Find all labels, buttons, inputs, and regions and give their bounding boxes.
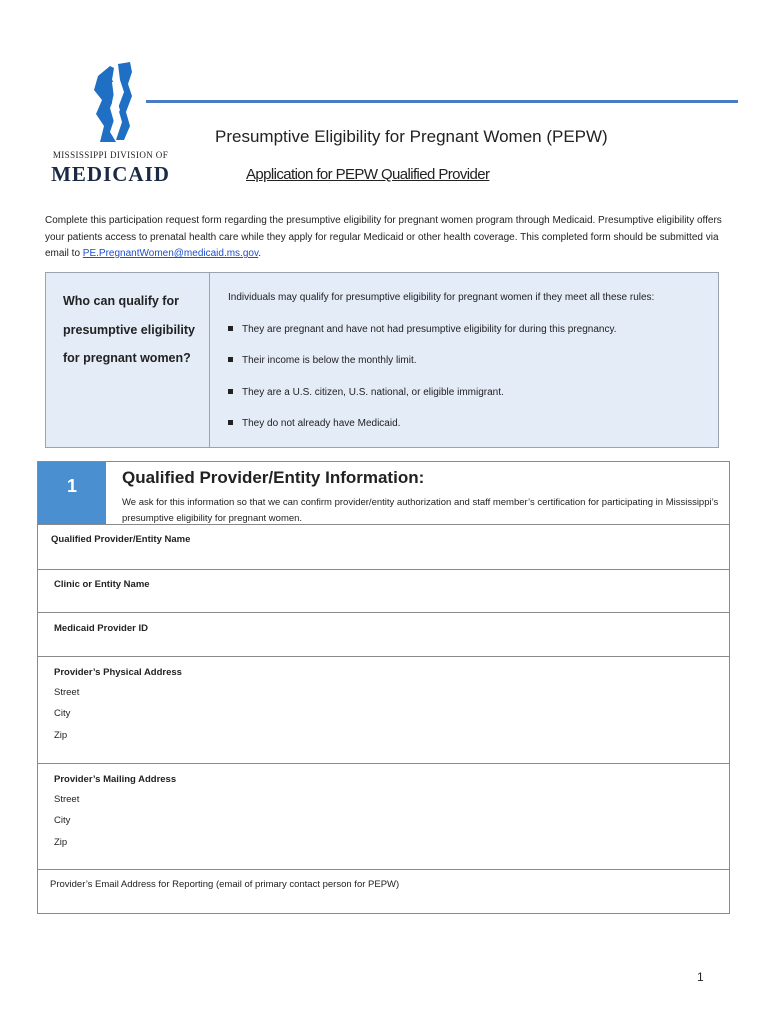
physical-address-label: Provider’s Physical Address	[54, 667, 182, 678]
medicaid-logo	[48, 62, 173, 190]
bullet-icon	[228, 389, 233, 394]
section-title: Qualified Provider/Entity Information:	[122, 468, 425, 487]
bullet-icon	[228, 357, 233, 362]
physical-street-label: Street	[54, 687, 80, 698]
eligibility-question: Who can qualify for presumptive eligibility for pregnant women?	[63, 294, 195, 365]
provider-name-field[interactable]	[38, 525, 729, 570]
eligibility-question-cell	[46, 273, 210, 447]
mailing-zip-label: Zip	[54, 837, 68, 848]
rule-item: They are pregnant and have not had presumptive eligibility for during this pregnancy.	[228, 324, 616, 335]
intro-end: .	[258, 248, 261, 259]
provider-name-label: Qualified Provider/Entity Name	[51, 534, 191, 545]
eligibility-intro: Individuals may qualify for presumptive eligibility for pregnant women if they meet all these rules:	[228, 292, 655, 303]
mississippi-state-logo-icon	[90, 62, 136, 144]
eligibility-box	[45, 272, 719, 448]
medicaid-id-field[interactable]	[38, 613, 729, 657]
bullet-icon	[228, 326, 233, 331]
email-link[interactable]: PE.PregnantWomen@medicaid.ms.gov	[82, 248, 259, 259]
intro-text: Complete this participation request form regarding the presumptive eligibility for pregnant women program through Medicaid. Presumptive eligibility offers your patients access to prenatal health care while they apply for regular Medicaid or other health coverage. This completed form should be submitted via email to	[45, 215, 722, 259]
email-reporting-field[interactable]	[38, 870, 729, 913]
provider-info-form	[37, 524, 730, 914]
page-title: Presumptive Eligibility for Pregnant Women (PEPW)	[215, 127, 608, 146]
medicaid-id-label: Medicaid Provider ID	[54, 623, 148, 634]
logo-line-2: MEDICAID	[51, 162, 170, 186]
intro-paragraph	[45, 213, 725, 263]
mailing-address-label: Provider’s Mailing Address	[54, 774, 177, 785]
email-reporting-label: Provider’s Email Address for Reporting (email of primary contact person for PEPW)	[50, 879, 400, 890]
mailing-city-label: City	[54, 815, 71, 826]
section-1-header	[37, 461, 730, 525]
physical-zip-label: Zip	[54, 730, 68, 741]
clinic-name-label: Clinic or Entity Name	[54, 579, 150, 590]
bullet-icon	[228, 420, 233, 425]
page-subtitle: Application for PEPW Qualified Provider	[246, 166, 490, 183]
physical-city-label: City	[54, 708, 71, 719]
header-rule	[146, 100, 738, 103]
physical-address-field[interactable]	[38, 657, 729, 764]
rule-item: They are a U.S. citizen, U.S. national, or eligible immigrant.	[228, 387, 504, 398]
section-description: We ask for this information so that we can confirm provider/entity authorization and staff member’s certification for participating in Mississippi’s presumptive eligibility for pregnant women.	[122, 497, 719, 524]
rule-item: Their income is below the monthly limit.	[228, 355, 417, 366]
rule-item: They do not already have Medicaid.	[228, 418, 400, 429]
mailing-address-field[interactable]	[38, 764, 729, 870]
mailing-street-label: Street	[54, 794, 80, 805]
clinic-name-field[interactable]	[38, 569, 729, 613]
logo-line-1: MISSISSIPPI DIVISION OF	[52, 150, 169, 160]
section-number: 1	[38, 462, 106, 525]
page-number: 1	[697, 970, 704, 984]
